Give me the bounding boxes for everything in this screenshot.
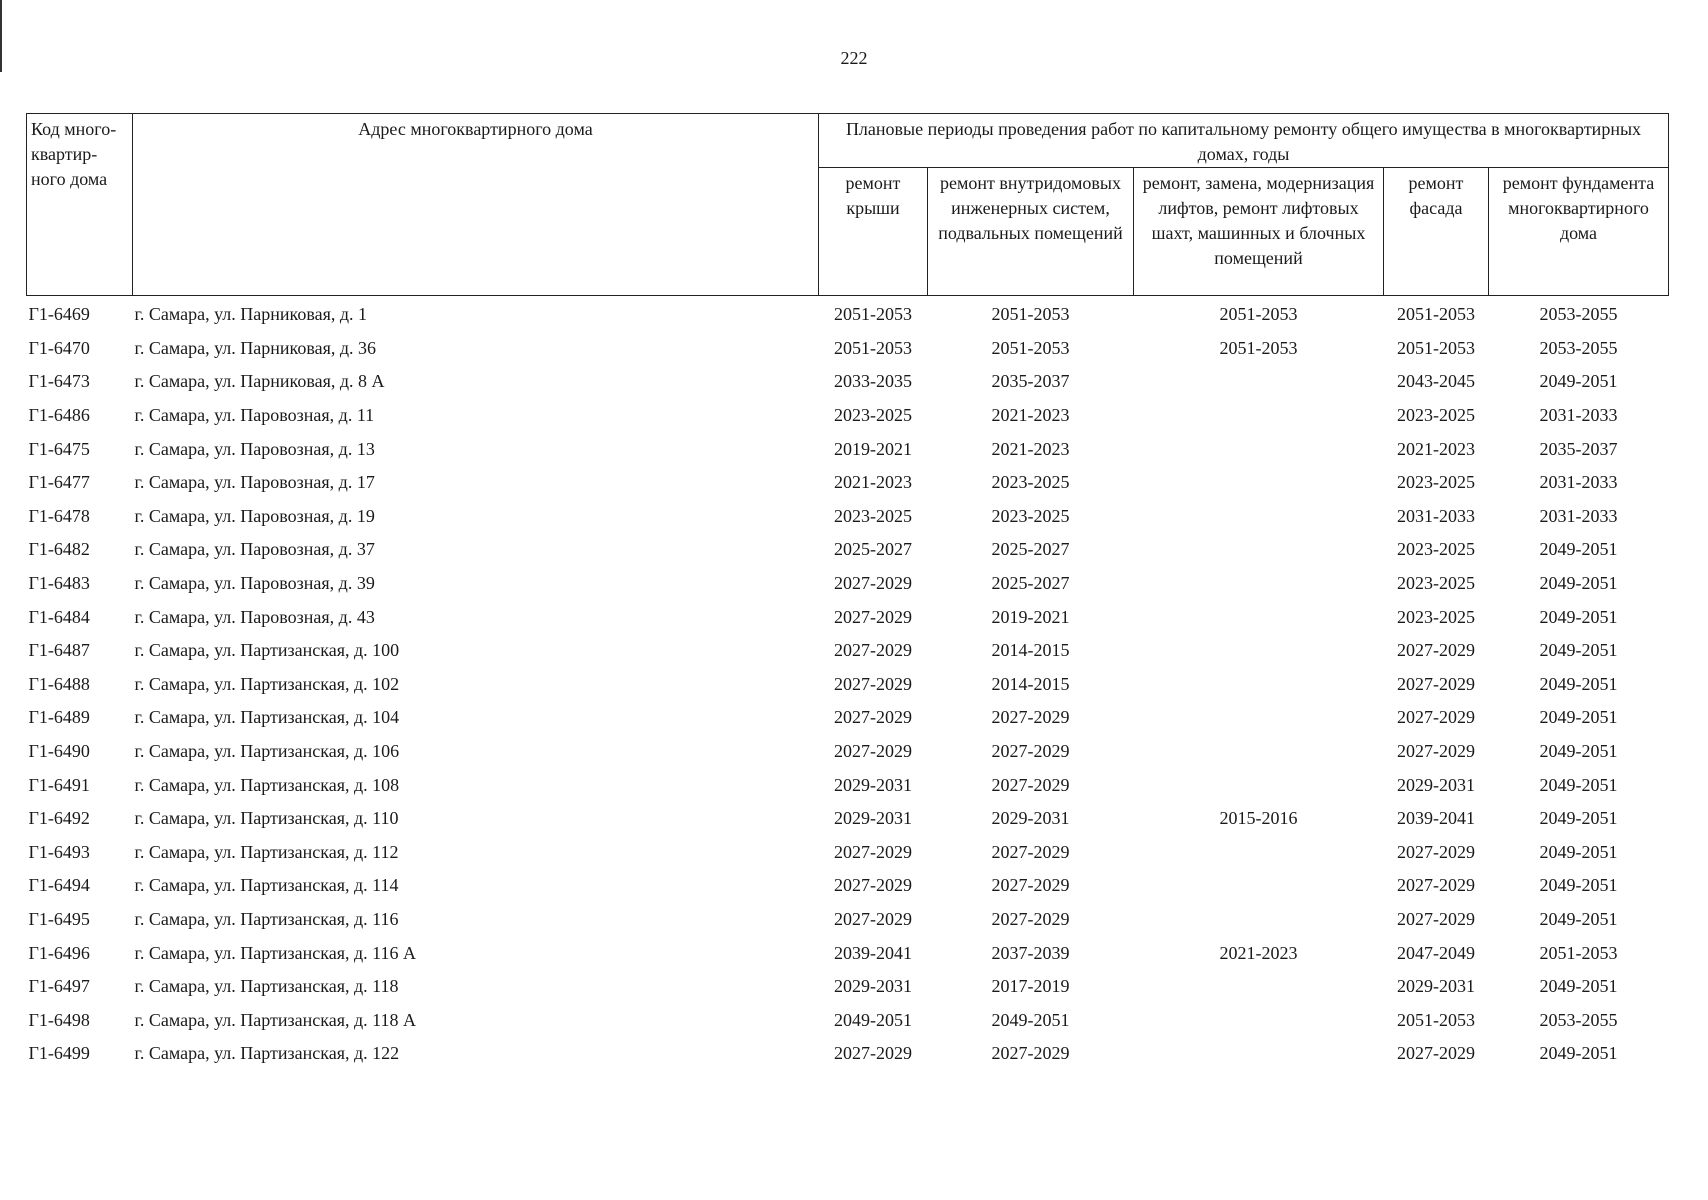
cell-elevators <box>1134 768 1384 802</box>
cell-roof: 2027-2029 <box>834 841 912 862</box>
cell-foundation: 2049-2051 <box>1539 841 1618 862</box>
cell-address: г. Самара, ул. Партизанская, д. 116 А <box>134 942 416 963</box>
cell-facade: 2027-2029 <box>1397 875 1475 896</box>
cell-address: г. Самара, ул. Партизанская, д. 100 <box>134 640 400 661</box>
cell-elevators: 2051-2053 <box>1219 304 1298 325</box>
cell-foundation: 2049-2051 <box>1539 640 1618 661</box>
cell-facade: 2027-2029 <box>1397 640 1475 661</box>
cell-facade: 2023-2025 <box>1397 539 1475 560</box>
cell-roof: 2027-2029 <box>834 573 912 594</box>
cell-elevators: 2021-2023 <box>1219 942 1298 963</box>
cell-roof: 2039-2041 <box>834 942 912 963</box>
cell-elevators <box>1134 1003 1384 1037</box>
cell-address: г. Самара, ул. Паровозная, д. 43 <box>134 606 375 627</box>
cell-code: Г1-6477 <box>28 472 90 493</box>
cell-systems: 2027-2029 <box>991 707 1070 728</box>
table-row <box>27 970 1669 1004</box>
cell-elevators <box>1134 466 1384 500</box>
cell-systems: 2051-2053 <box>991 304 1070 325</box>
cell-foundation: 2049-2051 <box>1539 774 1618 795</box>
table-row <box>27 869 1669 903</box>
cell-foundation: 2049-2051 <box>1539 573 1618 594</box>
cell-facade: 2023-2025 <box>1397 573 1475 594</box>
header-facade: ремонт фасада <box>1384 168 1489 296</box>
cell-foundation: 2051-2053 <box>1539 942 1618 963</box>
table-row <box>27 332 1669 366</box>
cell-facade: 2027-2029 <box>1397 841 1475 862</box>
header-systems: ремонт внутридомовых инженерных систем, подвальных помещений <box>928 168 1134 296</box>
cell-address: г. Самара, ул. Паровозная, д. 13 <box>134 438 375 459</box>
cell-elevators <box>1134 735 1384 769</box>
cell-systems: 2049-2051 <box>991 1009 1070 1030</box>
cell-address: г. Самара, ул. Партизанская, д. 110 <box>134 808 399 829</box>
table-row <box>27 432 1669 466</box>
cell-code: Г1-6493 <box>28 841 90 862</box>
cell-roof: 2049-2051 <box>834 1009 912 1030</box>
cell-roof: 2027-2029 <box>834 875 912 896</box>
cell-address: г. Самара, ул. Паровозная, д. 17 <box>134 472 375 493</box>
cell-facade: 2029-2031 <box>1397 976 1475 997</box>
cell-elevators <box>1134 399 1384 433</box>
table-row <box>27 399 1669 433</box>
cell-foundation: 2049-2051 <box>1539 875 1618 896</box>
cell-foundation: 2049-2051 <box>1539 976 1618 997</box>
header-address: Адрес многоквартирного дома <box>133 114 819 296</box>
cell-roof: 2023-2025 <box>834 505 912 526</box>
table-row <box>27 533 1669 567</box>
cell-systems: 2037-2039 <box>991 942 1070 963</box>
cell-elevators <box>1134 533 1384 567</box>
cell-systems: 2027-2029 <box>991 908 1070 929</box>
cell-roof: 2033-2035 <box>834 371 912 392</box>
cell-elevators <box>1134 836 1384 870</box>
cell-systems: 2027-2029 <box>991 875 1070 896</box>
table-body <box>27 296 1669 1071</box>
cell-code: Г1-6499 <box>28 1043 90 1064</box>
cell-code: Г1-6496 <box>28 942 90 963</box>
cell-roof: 2027-2029 <box>834 606 912 627</box>
cell-systems: 2027-2029 <box>991 741 1070 762</box>
cell-systems: 2027-2029 <box>991 1043 1070 1064</box>
cell-facade: 2027-2029 <box>1397 908 1475 929</box>
cell-address: г. Самара, ул. Партизанская, д. 122 <box>134 1043 400 1064</box>
cell-address: г. Самара, ул. Партизанская, д. 108 <box>134 774 400 795</box>
cell-facade: 2027-2029 <box>1397 1043 1475 1064</box>
cell-code: Г1-6487 <box>28 640 90 661</box>
cell-roof: 2027-2029 <box>834 908 912 929</box>
cell-elevators <box>1134 432 1384 466</box>
cell-address: г. Самара, ул. Партизанская, д. 106 <box>134 741 400 762</box>
cell-address: г. Самара, ул. Паровозная, д. 39 <box>134 573 375 594</box>
cell-address: г. Самара, ул. Парниковая, д. 36 <box>134 337 377 358</box>
cell-roof: 2029-2031 <box>834 808 912 829</box>
cell-foundation: 2049-2051 <box>1539 673 1618 694</box>
cell-code: Г1-6497 <box>28 976 90 997</box>
cell-address: г. Самара, ул. Партизанская, д. 114 <box>134 875 399 896</box>
cell-address: г. Самара, ул. Паровозная, д. 11 <box>134 405 375 426</box>
cell-systems: 2051-2053 <box>991 337 1070 358</box>
cell-systems: 2014-2015 <box>991 640 1070 661</box>
cell-systems: 2023-2025 <box>991 505 1070 526</box>
cell-code: Г1-6488 <box>28 673 90 694</box>
header-roof: ремонт крыши <box>819 168 928 296</box>
cell-elevators <box>1134 500 1384 534</box>
cell-systems: 2029-2031 <box>991 808 1070 829</box>
cell-address: г. Самара, ул. Паровозная, д. 19 <box>134 505 375 526</box>
cell-code: Г1-6486 <box>28 405 90 426</box>
cell-roof: 2027-2029 <box>834 673 912 694</box>
cell-code: Г1-6495 <box>28 908 90 929</box>
cell-elevators <box>1134 1037 1384 1071</box>
cell-foundation: 2031-2033 <box>1539 472 1618 493</box>
cell-roof: 2029-2031 <box>834 976 912 997</box>
cell-roof: 2051-2053 <box>834 304 912 325</box>
table-header <box>27 114 1669 296</box>
cell-foundation: 2049-2051 <box>1539 741 1618 762</box>
cell-facade: 2047-2049 <box>1397 942 1475 963</box>
cell-facade: 2043-2045 <box>1397 371 1475 392</box>
cell-facade: 2051-2053 <box>1397 304 1475 325</box>
cell-facade: 2029-2031 <box>1397 774 1475 795</box>
cell-address: г. Самара, ул. Партизанская, д. 104 <box>134 707 400 728</box>
cell-roof: 2051-2053 <box>834 337 912 358</box>
table-row <box>27 365 1669 399</box>
cell-elevators <box>1134 668 1384 702</box>
cell-facade: 2023-2025 <box>1397 606 1475 627</box>
cell-elevators <box>1134 903 1384 937</box>
cell-address: г. Самара, ул. Парниковая, д. 8 А <box>134 371 385 392</box>
cell-code: Г1-6494 <box>28 875 90 896</box>
cell-foundation: 2049-2051 <box>1539 1043 1618 1064</box>
cell-elevators <box>1134 567 1384 601</box>
table-row <box>27 500 1669 534</box>
table-row <box>27 634 1669 668</box>
cell-roof: 2027-2029 <box>834 640 912 661</box>
cell-roof: 2029-2031 <box>834 774 912 795</box>
cell-code: Г1-6484 <box>28 606 90 627</box>
header-foundation: ремонт фундамента многоквартирного дома <box>1489 168 1669 296</box>
cell-foundation: 2049-2051 <box>1539 539 1618 560</box>
table-row <box>27 668 1669 702</box>
cell-code: Г1-6469 <box>28 304 90 325</box>
table-row <box>27 296 1669 332</box>
cell-roof: 2021-2023 <box>834 472 912 493</box>
cell-facade: 2031-2033 <box>1397 505 1475 526</box>
cell-facade: 2023-2025 <box>1397 472 1475 493</box>
table-row <box>27 903 1669 937</box>
cell-elevators <box>1134 701 1384 735</box>
cell-foundation: 2053-2055 <box>1539 1009 1618 1030</box>
cell-address: г. Самара, ул. Партизанская, д. 118 А <box>134 1009 416 1030</box>
cell-address: г. Самара, ул. Парниковая, д. 1 <box>134 304 368 325</box>
cell-address: г. Самара, ул. Партизанская, д. 116 <box>134 908 399 929</box>
cell-systems: 2025-2027 <box>991 573 1070 594</box>
cell-foundation: 2035-2037 <box>1539 438 1618 459</box>
table-row <box>27 1037 1669 1071</box>
table-row <box>27 600 1669 634</box>
header-planned-periods: Плановые периоды проведения работ по капитальному ремонту общего имущества в многоквартирных домах, годы <box>819 114 1669 168</box>
cell-systems: 2035-2037 <box>991 371 1070 392</box>
repair-schedule-table <box>26 113 1669 1071</box>
cell-code: Г1-6489 <box>28 707 90 728</box>
cell-roof: 2027-2029 <box>834 707 912 728</box>
cell-code: Г1-6492 <box>28 808 90 829</box>
cell-facade: 2027-2029 <box>1397 741 1475 762</box>
cell-roof: 2023-2025 <box>834 405 912 426</box>
cell-roof: 2025-2027 <box>834 539 912 560</box>
cell-code: Г1-6475 <box>28 438 90 459</box>
cell-systems: 2027-2029 <box>991 841 1070 862</box>
cell-facade: 2039-2041 <box>1397 808 1475 829</box>
table-row <box>27 701 1669 735</box>
cell-roof: 2027-2029 <box>834 1043 912 1064</box>
cell-systems: 2021-2023 <box>991 405 1070 426</box>
cell-facade: 2027-2029 <box>1397 673 1475 694</box>
table-row <box>27 936 1669 970</box>
table-row <box>27 567 1669 601</box>
cell-code: Г1-6498 <box>28 1009 90 1030</box>
cell-systems: 2014-2015 <box>991 673 1070 694</box>
cell-foundation: 2049-2051 <box>1539 808 1618 829</box>
cell-elevators: 2015-2016 <box>1219 808 1298 829</box>
cell-systems: 2023-2025 <box>991 472 1070 493</box>
cell-systems: 2021-2023 <box>991 438 1070 459</box>
cell-facade: 2027-2029 <box>1397 707 1475 728</box>
cell-code: Г1-6483 <box>28 573 90 594</box>
cell-roof: 2027-2029 <box>834 741 912 762</box>
cell-systems: 2019-2021 <box>991 606 1070 627</box>
table-row <box>27 466 1669 500</box>
cell-systems: 2025-2027 <box>991 539 1070 560</box>
cell-elevators <box>1134 970 1384 1004</box>
cell-foundation: 2031-2033 <box>1539 505 1618 526</box>
cell-code: Г1-6482 <box>28 539 90 560</box>
cell-address: г. Самара, ул. Партизанская, д. 112 <box>134 841 399 862</box>
header-code: Код много-квартир-ного дома <box>27 114 133 296</box>
cell-code: Г1-6473 <box>28 371 90 392</box>
cell-elevators <box>1134 600 1384 634</box>
cell-facade: 2051-2053 <box>1397 1009 1475 1030</box>
cell-facade: 2023-2025 <box>1397 405 1475 426</box>
cell-foundation: 2049-2051 <box>1539 606 1618 627</box>
cell-systems: 2017-2019 <box>991 976 1070 997</box>
table-row <box>27 1003 1669 1037</box>
cell-code: Г1-6478 <box>28 505 90 526</box>
table-row <box>27 802 1669 836</box>
cell-foundation: 2031-2033 <box>1539 405 1618 426</box>
cell-elevators: 2051-2053 <box>1219 337 1298 358</box>
header-elevators: ремонт, замена, модернизация лифтов, ремонт лифтовых шахт, машинных и блочных помещений <box>1134 168 1384 296</box>
cell-address: г. Самара, ул. Партизанская, д. 102 <box>134 673 400 694</box>
cell-elevators <box>1134 365 1384 399</box>
cell-facade: 2021-2023 <box>1397 438 1475 459</box>
cell-roof: 2019-2021 <box>834 438 912 459</box>
cell-facade: 2051-2053 <box>1397 337 1475 358</box>
cell-address: г. Самара, ул. Паровозная, д. 37 <box>134 539 375 560</box>
cell-address: г. Самара, ул. Партизанская, д. 118 <box>134 976 399 997</box>
table-row <box>27 836 1669 870</box>
cell-foundation: 2053-2055 <box>1539 304 1618 325</box>
table-row <box>27 735 1669 769</box>
table-row <box>27 768 1669 802</box>
page-number: 222 <box>840 48 868 68</box>
cell-foundation: 2049-2051 <box>1539 371 1618 392</box>
cell-code: Г1-6491 <box>28 774 90 795</box>
cell-elevators <box>1134 869 1384 903</box>
cell-foundation: 2053-2055 <box>1539 337 1618 358</box>
cell-systems: 2027-2029 <box>991 774 1070 795</box>
cell-code: Г1-6470 <box>28 337 90 358</box>
cell-elevators <box>1134 634 1384 668</box>
cell-foundation: 2049-2051 <box>1539 908 1618 929</box>
cell-foundation: 2049-2051 <box>1539 707 1618 728</box>
cell-code: Г1-6490 <box>28 741 90 762</box>
